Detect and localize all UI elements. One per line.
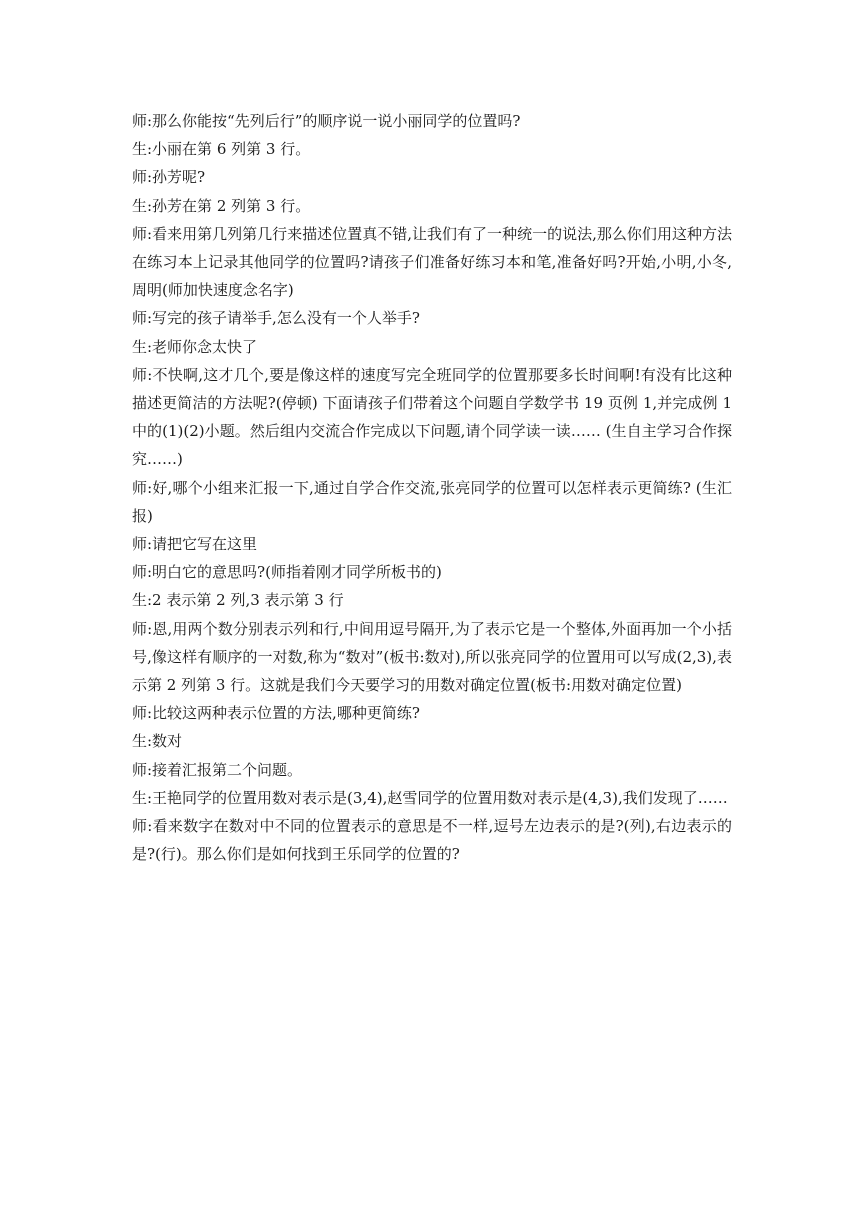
paragraph-2: 生:小丽在第 6 列第 3 行。 (132, 140, 311, 159)
paragraph-18: 师:看来数字在数对中不同的位置表示的意思是不一样,逗号左边表示的是?(列),右边表示的是?(行)。那么你们是如何找到王乐同学的位置的? (132, 817, 732, 864)
paragraph-16: 师:接着汇报第二个问题。 (132, 760, 303, 779)
paragraph-3: 师:孙芳呢? (132, 168, 206, 187)
paragraph-17: 生:王艳同学的位置用数对表示是(3,4),赵雪同学的位置用数对表示是(4,3),我们发现了…… (132, 788, 728, 807)
paragraph-5: 师:看来用第几列第几行来描述位置真不错,让我们有了一种统一的说法,那么你们用这种方法在练习本上记录其他同学的位置吗?请孩子们准备好练习本和笔,准备好吗?开始,小明,小冬,周明(师加快速度念名字) (132, 224, 732, 300)
paragraph-10: 师:请把它写在这里 (132, 535, 258, 554)
paragraph-13: 师:恩,用两个数分别表示列和行,中间用逗号隔开,为了表示它是一个整体,外面再加一个小括号,像这样有顺序的一对数,称为“数对”(板书:数对),所以张亮同学的位置用可以写成(2,3),表示第 2 列第 3 行。这就是我们今天要学习的用数对确定位置(板书:用数对确定位置) (132, 619, 732, 695)
paragraph-6: 师:写完的孩子请举手,怎么没有一个人举手? (132, 309, 420, 328)
paragraph-8: 师:不快啊,这才几个,要是像这样的速度写完全班同学的位置那要多长时间啊!有没有比这种描述更简洁的方法呢?(停顿) 下面请孩子们带着这个问题自学数学书 19 页例 1,并完成例 1 中的(1)(2)小题。然后组内交流合作完成以下问题,请个同学读一读…… (生自主学习合作探究……) (132, 365, 732, 469)
paragraph-12: 生:2 表示第 2 列,3 表示第 3 行 (132, 591, 344, 610)
document-page (132, 107, 732, 868)
paragraph-11: 师:明白它的意思吗?(师指着刚才同学所板书的) (132, 563, 442, 582)
paragraph-15: 生:数对 (132, 732, 183, 751)
paragraph-4: 生:孙芳在第 2 列第 3 行。 (132, 196, 311, 215)
paragraph-9: 师:好,哪个小组来汇报一下,通过自学合作交流,张亮同学的位置可以怎样表示更简练? (生汇报) (132, 478, 732, 525)
paragraph-14: 师:比较这两种表示位置的方法,哪种更简练? (132, 704, 420, 723)
paragraph-7: 生:老师你念太快了 (132, 337, 258, 356)
paragraph-1: 师:那么你能按“先列后行”的顺序说一说小丽同学的位置吗? (132, 112, 521, 130)
